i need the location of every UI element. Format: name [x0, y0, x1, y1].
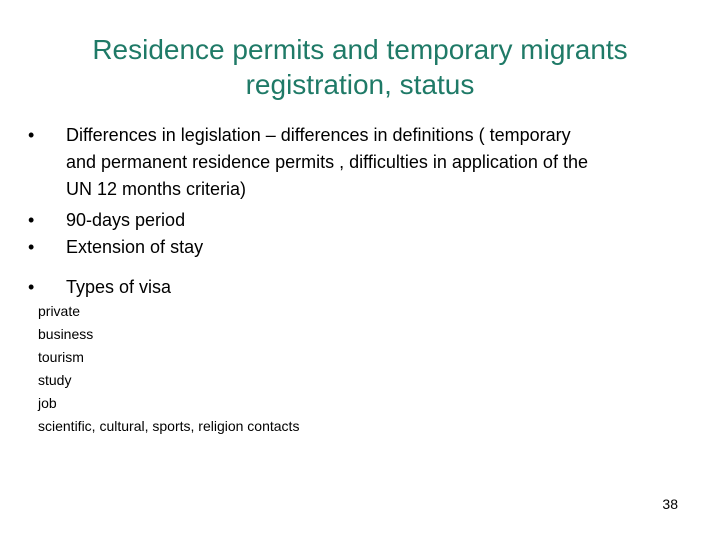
bullet-text: 90-days period	[66, 210, 186, 230]
bullet-text: Differences in legislation – differences in definitions ( temporary	[66, 125, 571, 145]
visa-type-item: study	[38, 372, 72, 388]
visa-type-item: business	[38, 326, 94, 342]
bullet-item	[26, 234, 676, 261]
title-line: Residence permits and temporary migrants	[92, 34, 628, 65]
visa-type-list	[38, 300, 638, 438]
visa-type-item: tourism	[38, 349, 84, 365]
slide-title	[40, 32, 680, 102]
visa-type-item: job	[38, 395, 57, 411]
bullet-list	[26, 122, 676, 301]
visa-type-item: scientific, cultural, sports, religion contacts	[38, 418, 300, 434]
bullet-item	[26, 122, 676, 203]
visa-type-item: private	[38, 303, 81, 319]
bullet-text: Extension of stay	[66, 237, 204, 257]
bullet-text: Types of visa	[66, 277, 172, 297]
bullet-icon: •	[28, 210, 35, 230]
title-line: registration, status	[245, 69, 475, 100]
bullet-icon: •	[28, 125, 35, 145]
bullet-icon: •	[28, 277, 35, 297]
bullet-text: and permanent residence permits , difficulties in application of the	[66, 152, 588, 172]
page-number: 38	[662, 496, 678, 512]
bullet-item	[26, 207, 676, 234]
bullet-icon: •	[28, 237, 35, 257]
bullet-item	[26, 274, 676, 301]
bullet-text: UN 12 months criteria)	[66, 179, 247, 199]
